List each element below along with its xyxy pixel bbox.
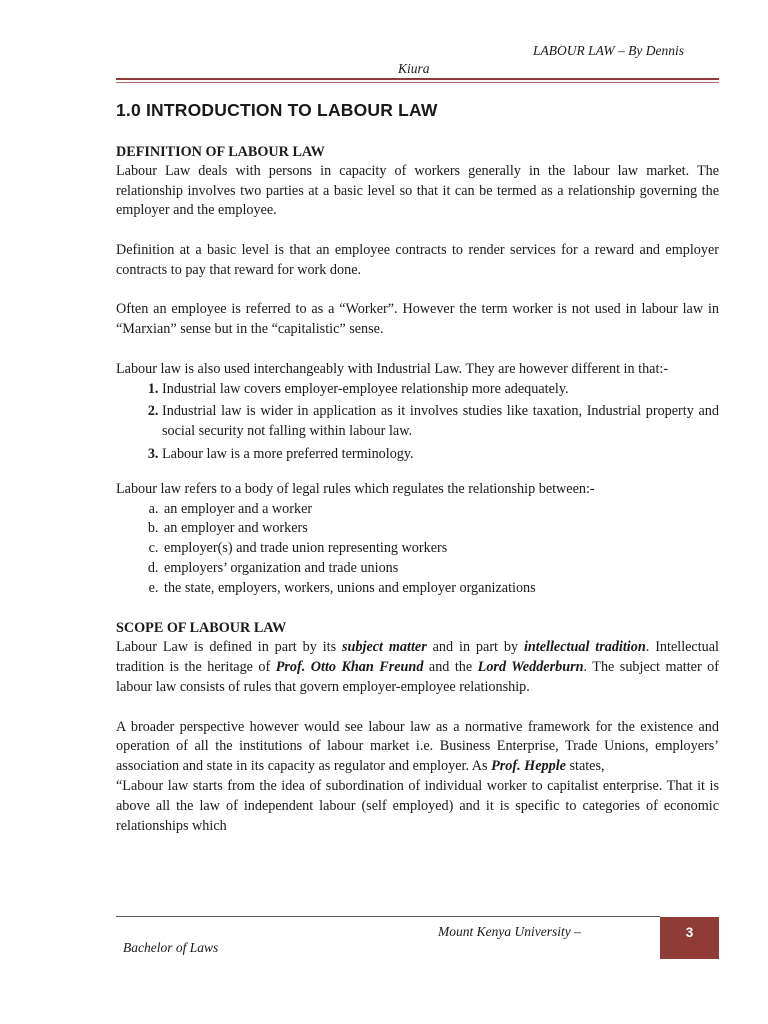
definition-paragraph-1: Labour Law deals with persons in capacity of workers generally in the labour law market. The relationship involves two parties at a basic level so that it can be termed as a relationship governing the employer and the employee.: [116, 162, 719, 219]
header-rule: [116, 78, 719, 83]
list-item: a. an employer and a worker: [162, 500, 719, 520]
header-author-continuation: Kiura: [398, 61, 430, 76]
header-title: LABOUR LAW – By Dennis: [533, 43, 684, 58]
page-number: 3: [660, 917, 719, 959]
section-heading-definition: DEFINITION OF LABOUR LAW: [116, 143, 325, 160]
definition-paragraph-2: Definition at a basic level is that an employee contracts to render services for a reward and employer contracts to pay that reward for work done.: [116, 241, 719, 278]
emphasis-prof-hepple: Prof. Hepple: [491, 758, 566, 775]
definition-paragraph-4: Labour law is also used interchangeably with Industrial Law. They are however different in that:-: [116, 360, 669, 377]
emphasis-otto-khan-freund: Prof. Otto Khan Freund: [275, 659, 424, 676]
footer-university: Mount Kenya University –: [438, 924, 581, 939]
emphasis-subject-matter: subject matter: [342, 639, 427, 656]
list-item: b. an employer and workers: [162, 519, 719, 539]
list-item: 2. Industrial law is wider in application as it involves studies like taxation, Industrial property and social security not falling within labour law.: [162, 402, 719, 442]
differences-list: [116, 380, 719, 465]
emphasis-intellectual-tradition: intellectual tradition: [523, 639, 646, 656]
scope-paragraph-1: Labour Law is defined in part by its subject matter and in part by intellectual tradition. Intellectual tradition is the heritage of Prof. Otto Khan Freund and the Lord Wedderburn. The subject matter of labour law consists of rules that govern employer-employee relationship.: [116, 639, 719, 695]
list-item: 3. Labour law is a more preferred terminology.: [162, 445, 719, 465]
list-item: e. the state, employers, workers, unions and employer organizations: [162, 579, 719, 599]
scope-paragraph-2: A broader perspective however would see labour law as a normative framework for the existence and operation of all the institutions of labour market i.e. Business Enterprise, Trade Unions, employers’ association and state in its capacity as regulator and employer. As Prof. Hepple states,: [116, 718, 719, 775]
definition-paragraph-3: Often an employee is referred to as a “Worker”. However the term worker is not used in labour law in “Marxian” sense but in the “capitalistic” sense.: [116, 301, 719, 338]
emphasis-lord-wedderburn: Lord Wedderburn: [477, 659, 584, 676]
relationships-list: [116, 500, 719, 599]
footer-rule: [116, 916, 660, 917]
footer-programme: Bachelor of Laws: [123, 940, 219, 955]
chapter-title: 1.0 INTRODUCTION TO LABOUR LAW: [116, 100, 438, 120]
list-item: 1. Industrial law covers employer-employee relationship more adequately.: [162, 380, 719, 400]
list-item: d. employers’ organization and trade unions: [162, 559, 719, 579]
page-body: [116, 101, 719, 836]
definition-paragraph-5: Labour law refers to a body of legal rules which regulates the relationship between:-: [116, 480, 595, 497]
section-heading-scope: SCOPE OF LABOUR LAW: [116, 620, 287, 637]
hepple-quote: “Labour law starts from the idea of subordination of individual worker to capitalist enterprise. That it is above all the law of independent labour (self employed) and it is specific to categories of economic relationships which: [116, 777, 719, 834]
list-item: c. employer(s) and trade union representing workers: [162, 539, 719, 559]
